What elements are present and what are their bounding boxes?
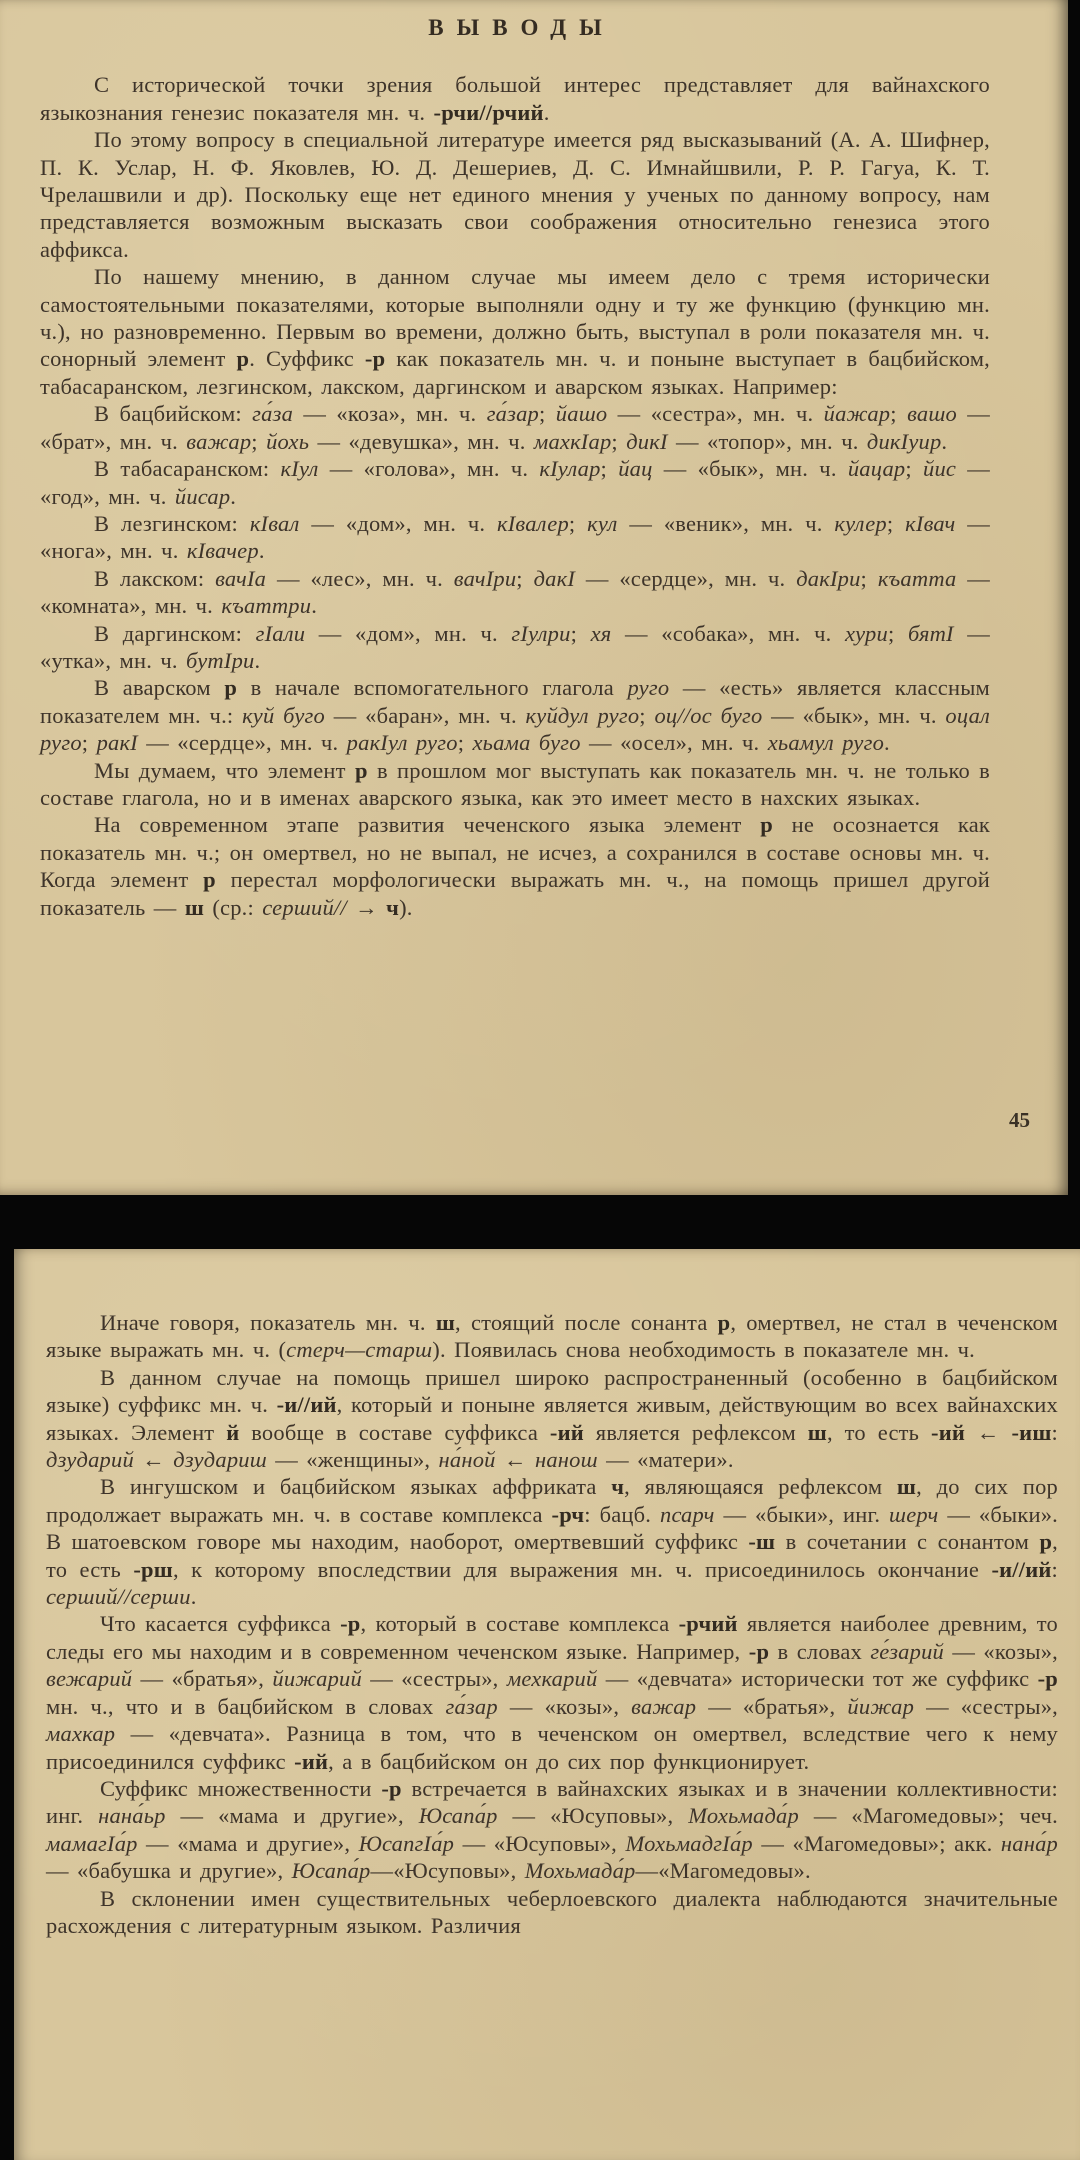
body-text: — «сестры», — [914, 1693, 1059, 1719]
body-text: . Суффикс — [249, 346, 365, 372]
body-text: В табасаранском: — [94, 456, 281, 482]
body-text: — «Магомедовы»; чеч. — [798, 1803, 1058, 1829]
paragraph — [40, 455, 990, 510]
example-word: йац — [618, 456, 653, 482]
example-word: на́ной — [438, 1447, 496, 1473]
example-word: нана́р — [1000, 1830, 1058, 1856]
body-text: — «есть» является классным показателем мн. ч.: — [40, 675, 990, 728]
body-text: — «дом», мн. ч. — [299, 510, 497, 536]
body-text: ← — [965, 1419, 1012, 1445]
example-word: гIулри — [511, 620, 571, 646]
body-text: Суффикс множественности — [100, 1775, 382, 1801]
example-word: йижар — [847, 1693, 915, 1719]
example-word: нана́ьр — [98, 1803, 166, 1829]
example-word: хури — [844, 620, 888, 646]
example-word: Юсапа́р — [418, 1803, 498, 1829]
body-text: ; — [860, 565, 878, 591]
body-text: , к которому впоследствии для выражения мн. ч. присоединилось окончание — [172, 1556, 992, 1582]
example-word: шерч — [889, 1501, 939, 1527]
body-text: В данном случае на помощь пришел широко распространенный (особенно в бацбийском языке) суффикс мн. ч. — [46, 1364, 1058, 1418]
paragraph — [46, 1885, 1058, 1940]
scanned-page-46 — [14, 1249, 1080, 2160]
body-text: ; — [890, 401, 908, 427]
body-text: — «сердце», мн. ч. — [137, 730, 347, 756]
paragraph — [40, 400, 990, 455]
example-word: кIвач — [905, 510, 956, 536]
body-text: ). Появилась снова необходимость в показателе мн. ч. — [432, 1337, 975, 1363]
section-heading: ВЫВОДЫ — [428, 15, 615, 40]
body-text: — «брат», мн. ч. — [40, 401, 991, 454]
body-text: ← — [133, 1447, 174, 1473]
body-text: . — [884, 730, 890, 756]
body-text: . — [230, 483, 237, 509]
example-word: оцал руго — [40, 702, 991, 756]
paragraph — [40, 565, 990, 620]
paragraph — [46, 1473, 1058, 1610]
body-text: В склонении имен существительных чеберлоевского диалекта наблюдаются значительные расхождения с литературным языком. Различия — [46, 1885, 1058, 1938]
paragraph — [40, 126, 990, 263]
example-word: йохь — [266, 428, 310, 454]
example-word: кIулар — [539, 456, 601, 482]
example-word: къатта — [877, 565, 957, 591]
example-word: стерч—старш — [286, 1337, 433, 1363]
example-word: вачIа — [215, 565, 267, 591]
affix-emphasis: р — [224, 675, 238, 701]
body-text: — «баран», мн. ч. — [325, 702, 526, 728]
body-text: — «Юсуповы», — [454, 1830, 626, 1856]
body-text: , то есть — [826, 1419, 931, 1445]
affix-emphasis: -ий — [931, 1419, 966, 1445]
affix-emphasis: -иш — [1011, 1419, 1052, 1445]
affix-emphasis: ш — [184, 894, 205, 920]
body-text: Что касается суффикса — [100, 1611, 341, 1637]
body-text: — «сердце», мн. ч. — [575, 565, 797, 591]
affix-emphasis: -р — [748, 1638, 770, 1664]
affix-emphasis: ш — [807, 1419, 827, 1445]
example-word: ге́зарий — [870, 1638, 944, 1664]
affix-emphasis: р — [717, 1310, 731, 1335]
body-text: в словах — [769, 1638, 871, 1664]
body-text: —«Магомедовы». — [635, 1858, 811, 1884]
body-text: является рефлексом — [583, 1419, 808, 1445]
body-text: встречается в вайнахских языках и в значении коллективности: инг. — [46, 1775, 1058, 1829]
page-46-text-column — [46, 1309, 1058, 1939]
example-word: Мохьмада́р — [524, 1858, 636, 1884]
body-text: — «матери». — [597, 1447, 734, 1473]
example-word: ракIул руго — [346, 730, 458, 756]
body-text: в прошлом мог выступать как показатель мн. ч. не только в составе глагола, но и в именах аварского языка, как это имеет место в нахских языках. — [40, 757, 991, 810]
paragraph — [40, 263, 990, 400]
example-word: вашо — [907, 401, 957, 427]
example-word: бутIри — [186, 647, 255, 673]
affix-emphasis: ч — [386, 894, 400, 920]
example-word: га́зар — [445, 1693, 498, 1719]
body-text: — «козы», — [497, 1693, 632, 1719]
example-word: мамагIа́р — [46, 1830, 138, 1856]
affix-emphasis: -р — [1037, 1666, 1059, 1692]
body-text: ; — [516, 565, 534, 591]
affix-emphasis: р — [354, 757, 368, 783]
example-word: хьамул руго — [767, 730, 885, 756]
example-word: га́зар — [486, 401, 539, 427]
body-text: , то есть — [46, 1529, 1058, 1582]
body-text: ; — [887, 620, 908, 646]
example-word: МохьмадгIа́р — [625, 1830, 753, 1856]
example-word: дакI — [533, 565, 576, 591]
body-text: — «комната», мн. ч. — [40, 565, 991, 619]
body-text: → — [346, 894, 387, 920]
affix-emphasis: ш — [435, 1310, 456, 1335]
affix-emphasis: -и//ий — [991, 1556, 1052, 1582]
affix-emphasis: -р — [364, 346, 386, 372]
example-word: важар — [186, 428, 252, 454]
body-text: ; — [905, 456, 924, 482]
paragraph — [40, 811, 990, 921]
page-45-text-column — [40, 14, 990, 921]
body-text: — «сестра», мн. ч. — [607, 401, 824, 427]
body-text: В даргинском: — [94, 620, 256, 646]
affix-emphasis: -ий — [294, 1748, 329, 1774]
body-text: . — [311, 593, 318, 619]
example-word: дзударий — [46, 1447, 134, 1473]
body-text: : бацб. — [584, 1501, 660, 1527]
example-word: хя — [590, 620, 612, 646]
body-text: — «девчата». Разница в том, что в чеченском он омертвел, вследствие чего к нему присоединился суффикс — [46, 1721, 1058, 1774]
body-text: — «Магомедовы»; акк. — [752, 1830, 1001, 1856]
paragraph — [40, 620, 990, 675]
body-text: — «утка», мн. ч. — [40, 620, 991, 673]
body-text: — «осел», мн. ч. — [580, 730, 768, 756]
body-text: В аварском — [94, 675, 225, 701]
body-text: перестал морфологически выражать мн. ч., на помощь пришел другой показатель — — [40, 867, 990, 920]
body-text: В бацбийском: — [94, 401, 253, 427]
paragraph — [40, 757, 990, 812]
example-word: оц//ос буго — [654, 702, 763, 728]
affix-emphasis: р — [203, 867, 216, 893]
example-word: хьама буго — [472, 730, 581, 756]
example-word: Юсапа́р — [291, 1858, 371, 1884]
body-text: вообще в составе суффикса — [239, 1419, 550, 1445]
body-text: По этому вопросу в специальной литературе имеется ряд высказываний (А. А. Шифнер, П. К. Услар, Н. Ф. Яковлев, Ю. Д. Дешериев, Д. С. Имнайшвили, Р. Р. Гагуа, К. Т. Чрелашвили и др). Поскольку еще нет единого мнения у ученых по данному вопросу, нам представляется возможным высказать свои соображения относительно генезиса этого аффикса. — [40, 127, 990, 262]
body-text: — «голова», мн. ч. — [318, 456, 540, 482]
example-word: нанош — [534, 1447, 598, 1473]
body-text: ; — [251, 428, 267, 454]
body-text: . — [254, 647, 261, 673]
example-word: кулер — [834, 510, 887, 536]
paragraph — [46, 1309, 1058, 1364]
page-45-paragraphs — [40, 71, 990, 921]
paragraph — [40, 510, 990, 565]
affix-emphasis: -р — [340, 1611, 361, 1637]
body-text: ; — [611, 428, 627, 454]
body-text: как показатель мн. ч. и поныне выступает в бацбийском, табасаранском, лезгинском, лакском, даргинском и аварском языках. Например: — [40, 346, 990, 399]
example-word: къаттри — [221, 593, 312, 619]
body-text: , который в составе комплекса — [360, 1611, 679, 1637]
example-word: йажар — [823, 401, 891, 427]
example-word: гIали — [255, 620, 306, 646]
example-word: серший// — [262, 894, 347, 920]
body-text: — «женщины», — [266, 1447, 439, 1473]
page-46-paragraphs — [46, 1309, 1058, 1939]
affix-emphasis: -рчи//рчий — [433, 99, 544, 125]
body-text: — «мама и другие», — [165, 1803, 419, 1829]
example-word: йижарий — [272, 1666, 362, 1692]
body-text: ← — [495, 1447, 535, 1473]
body-text: . — [258, 538, 265, 564]
affix-emphasis: р — [236, 346, 250, 372]
body-text: является наиболее древним, то следы его мы находим и в современном чеченском языке. Например, — [46, 1611, 1058, 1664]
example-word: махкIар — [533, 428, 612, 454]
paragraph — [46, 1775, 1058, 1885]
example-word: кIул — [280, 456, 319, 482]
example-word: йисар — [174, 483, 231, 509]
example-word: руго — [627, 675, 670, 701]
body-text: — «братья», — [132, 1666, 273, 1692]
body-text: ; — [457, 730, 473, 756]
affix-emphasis: -рчий — [678, 1611, 738, 1637]
body-text: Иначе говоря, показатель мн. ч. — [100, 1310, 436, 1335]
body-text: — «сестры», — [361, 1666, 507, 1692]
body-text: ; — [639, 702, 655, 728]
body-text: С исторической точки зрения большой интерес представляет для вайнахского языкознания генезис показателя мн. ч. — [40, 72, 990, 125]
body-text: — «быки». В шатоевском говоре мы находим, наоборот, омертвевший суффикс — [46, 1501, 1058, 1555]
example-word: йацар — [847, 456, 906, 482]
body-text: — «братья», — [696, 1693, 848, 1719]
body-text: — «девчата» исторически тот же суффикс — [597, 1666, 1038, 1692]
body-text: В ингушском и бацбийском языках аффриката — [100, 1474, 612, 1500]
body-text: — «коза», мн. ч. — [293, 401, 487, 427]
body-text: , который и поныне является живым, действующим во всех вайнахских языках. Элемент — [46, 1392, 1058, 1445]
body-text: — «нога», мн. ч. — [40, 510, 991, 564]
affix-emphasis: -ш — [748, 1529, 776, 1555]
affix-emphasis: -р — [381, 1775, 402, 1801]
body-text: не осознается как показатель мн. ч.; он омертвел, но не выпал, не исчез, а сохранился в составе основы мн. ч. Когда элемент — [40, 812, 991, 893]
body-text: ; — [539, 401, 556, 427]
body-text: — «топор», мн. ч. — [667, 428, 867, 454]
body-text: — «девушка», мн. ч. — [309, 428, 534, 454]
body-text: . — [941, 428, 948, 454]
page-number: 45 — [1009, 1108, 1030, 1132]
example-word: вачIри — [453, 565, 517, 591]
body-text: в сочетании с сонантом — [775, 1529, 1040, 1555]
body-text: , являющаяся рефлексом — [624, 1474, 897, 1500]
body-text: , омертвел, не стал в чеченском языке выражать мн. ч. ( — [46, 1310, 1058, 1363]
body-text: По нашему мнению, в данном случае мы имеем дело с тремя исторически самостоятельными показателями, которые выполняли одну и ту же функцию (функцию мн. ч.), но разновременно. Первым во времени, должно быть, выступал в роли показателя мн. ч. сонорный элемент — [40, 264, 990, 372]
example-word: га́за — [252, 401, 294, 427]
body-text: в начале вспомогательного глагола — [237, 675, 628, 701]
body-text: , а в бацбийском он до сих пор функционирует. — [328, 1748, 810, 1774]
body-text: ; — [81, 730, 97, 756]
example-word: дикIуир — [866, 428, 942, 454]
example-word: ЮсапгIа́р — [358, 1830, 455, 1856]
example-word: куй буго — [242, 702, 325, 728]
example-word: кIвалер — [497, 510, 569, 536]
body-text: — «бабушка и другие», — [46, 1858, 292, 1884]
affix-emphasis: ч — [611, 1474, 625, 1500]
body-text: — «козы», — [943, 1638, 1058, 1664]
affix-emphasis: -и//ий — [276, 1392, 337, 1418]
affix-emphasis: р — [760, 812, 773, 838]
body-text: —«Юсуповы», — [370, 1858, 525, 1884]
example-word: кул — [587, 510, 618, 536]
body-text: — «дом», мн. ч. — [305, 620, 512, 646]
example-word: дзудариш — [173, 1447, 267, 1473]
paragraph — [46, 1610, 1058, 1774]
affix-emphasis: ш — [896, 1474, 917, 1500]
body-text: ). — [399, 894, 413, 920]
affix-emphasis: -ий — [549, 1419, 584, 1445]
paragraph — [40, 71, 990, 126]
example-word: Мохьмада́р — [688, 1803, 799, 1829]
body-text: , до сих пор продолжает выражать мн. ч. в составе комплекса — [46, 1474, 1058, 1527]
body-text: — «Юсуповы», — [497, 1803, 689, 1829]
body-text: — «бык», мн. ч. — [652, 456, 848, 482]
example-word: йашо — [555, 401, 608, 427]
body-text: — «бык», мн. ч. — [762, 702, 946, 728]
affix-emphasis: -рч — [551, 1501, 585, 1527]
example-word: ракI — [96, 730, 138, 756]
body-text: — «мама и другие», — [137, 1830, 359, 1856]
body-text: На современном этапе развития чеченского языка элемент — [94, 812, 761, 838]
body-text: ; — [570, 620, 591, 646]
body-text: — «год», мн. ч. — [40, 456, 990, 509]
body-text: : — [1051, 1419, 1058, 1445]
example-word: мехкарий — [506, 1666, 598, 1692]
body-text: : — [1051, 1556, 1058, 1582]
example-word: махкар — [46, 1721, 116, 1747]
affix-emphasis: -рш — [133, 1556, 173, 1582]
example-word: бятI — [907, 620, 954, 646]
body-text: Мы думаем, что элемент — [94, 757, 355, 783]
example-word: дакIри — [796, 565, 861, 591]
body-text: ; — [886, 510, 906, 536]
example-word: серший//серши — [46, 1584, 191, 1610]
example-word: йис — [923, 456, 957, 482]
body-text: , стоящий после сонанта — [455, 1310, 718, 1335]
body-text: — «быки», инг. — [714, 1501, 890, 1527]
body-text: (ср.: — [204, 894, 263, 920]
body-text: В лакском: — [94, 565, 216, 591]
body-text: — «веник», мн. ч. — [617, 510, 835, 536]
body-text: ; — [568, 510, 588, 536]
body-text: — «лес», мн. ч. — [266, 565, 454, 591]
example-word: куйдул руго — [525, 702, 640, 728]
body-text: ; — [600, 456, 619, 482]
example-word: важар — [631, 1693, 697, 1719]
example-word: кIвачер — [186, 538, 259, 564]
body-text: мн. ч., что и в бацбийском в словах — [46, 1693, 446, 1719]
example-word: дикI — [626, 428, 668, 454]
paragraph — [46, 1364, 1058, 1474]
paragraph — [40, 674, 990, 756]
body-text: В лезгинском: — [94, 510, 250, 536]
affix-emphasis: р — [1039, 1529, 1053, 1555]
example-word: кIвал — [249, 510, 300, 536]
affix-emphasis: й — [226, 1419, 240, 1445]
example-word: псарч — [660, 1501, 715, 1527]
example-word: вежарий — [46, 1666, 133, 1692]
body-text: . — [190, 1584, 197, 1610]
body-text: . — [543, 99, 550, 125]
body-text: — «собака», мн. ч. — [611, 620, 845, 646]
